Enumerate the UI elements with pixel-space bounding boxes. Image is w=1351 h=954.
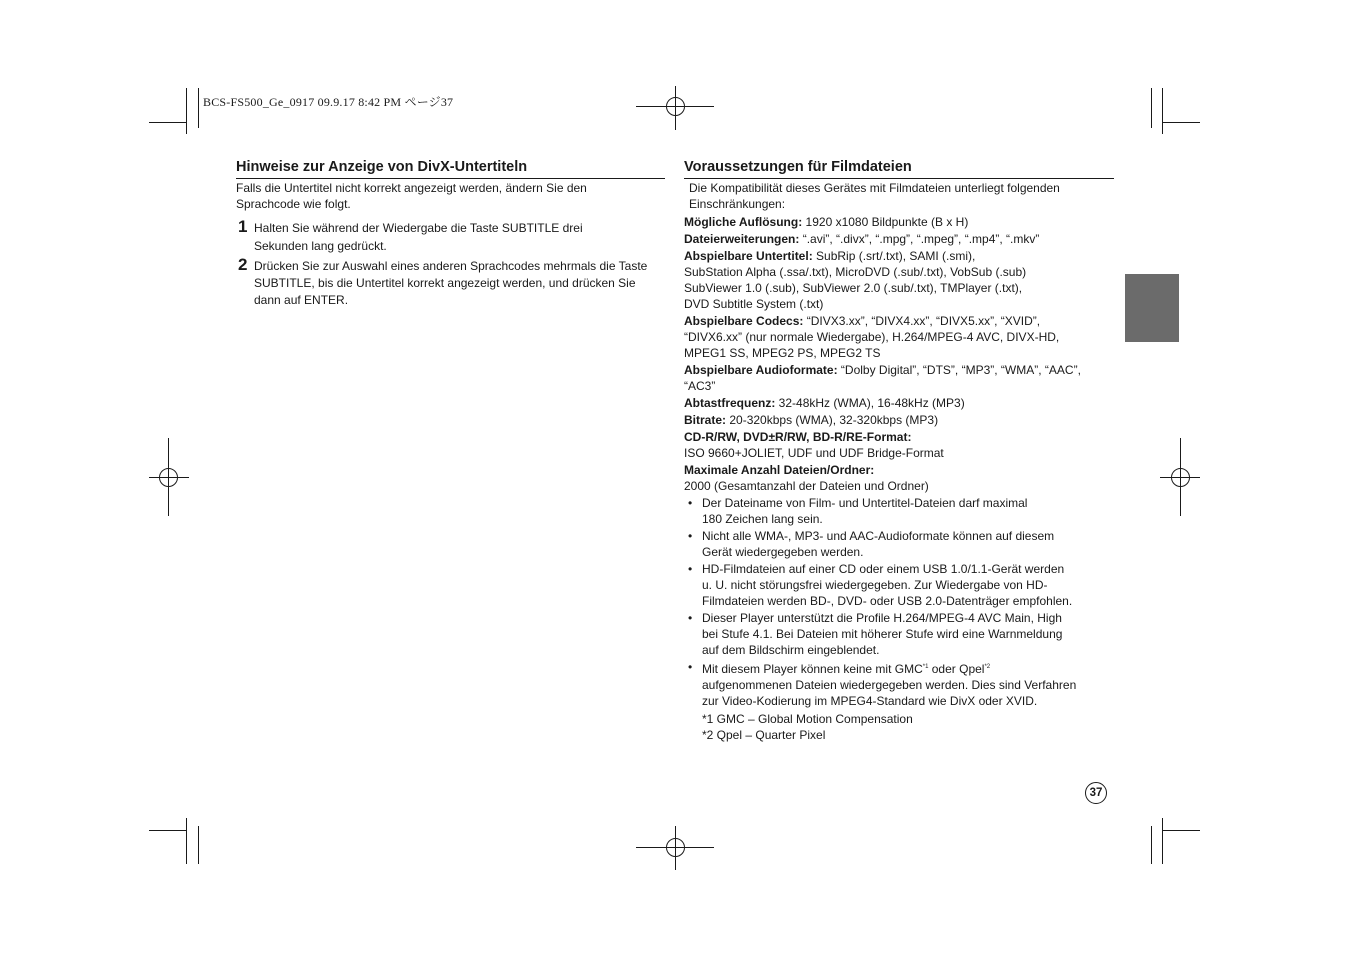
- footnote-1: *1 GMC – Global Motion Compensation: [702, 712, 913, 726]
- bullet-icon: •: [688, 562, 693, 576]
- spec-value: “.avi”, “.divx”, “.mpg”, “.mpeg”, “.mp4”, “.mkv”: [799, 232, 1040, 246]
- bullet-item: • HD-Filmdateien auf einer CD oder einem USB 1.0/1.1-Gerät werden u. U. nicht störungsfrei wiedergegeben. Zur Wiedergabe von HD- Filmdateien werden BD-, DVD- oder USB 2.0-Datenträger empfohlen.: [688, 562, 1073, 608]
- spec-value: “DIVX3.xx”, “DIVX4.xx”, “DIVX5.xx”, “XVID”,: [803, 314, 1041, 328]
- bullet-icon: •: [688, 660, 693, 674]
- bullet-item: • Der Dateiname von Film- und Untertitel-Dateien darf maximal 180 Zeichen lang sein.: [688, 496, 1028, 526]
- spec-resolution: [684, 214, 1116, 230]
- spec-label: Bitrate:: [684, 413, 727, 427]
- spec-value: 20-320kbps (WMA), 32-320kbps (MP3): [726, 413, 939, 427]
- spec-value: 32-48kHz (WMA), 16-48kHz (MP3): [775, 396, 965, 410]
- spec-label: Abspielbare Untertitel:: [684, 249, 813, 263]
- spec-value: 1920 x1080 Bildpunkte (B x H): [802, 215, 969, 229]
- spec-value: “Dolby Digital”, “DTS”, “MP3”, “WMA”, “AAC”,: [837, 363, 1081, 377]
- footnotes: [684, 711, 1116, 743]
- print-header: BCS-FS500_Ge_0917 09.9.17 8:42 PM ページ37: [203, 95, 454, 109]
- spec-max-files: [684, 462, 1116, 494]
- spec-value-line: “AC3”: [684, 379, 716, 393]
- spec-disc-format: [684, 429, 1116, 461]
- footnote-ref-2: *2: [984, 664, 991, 670]
- bullet-item: • Mit diesem Player können keine mit GMC$^{*1}$ oder Qpel$^{*2}$ aufgenommenen Dateien wiedergegeben werden. Dies sind Verfahren zur Video-Kodierung im MPEG4-Standard wie DivX oder XVID.: [688, 660, 1077, 708]
- bullet-icon: •: [688, 611, 693, 625]
- spec-subtitles: [684, 248, 1116, 312]
- spec-list: [684, 214, 1116, 743]
- spec-audio-formats: [684, 362, 1116, 394]
- spec-value-line: 2000 (Gesamtanzahl der Dateien und Ordner): [684, 479, 929, 493]
- spec-value: SubRip (.srt/.txt), SAMI (.smi),: [812, 249, 976, 263]
- spec-extensions: [684, 231, 1116, 247]
- bullet-icon: •: [688, 529, 693, 543]
- spec-value-line: SubStation Alpha (.ssa/.txt), MicroDVD (.sub/.txt), VobSub (.sub): [684, 265, 1027, 279]
- step-number-2: 2: [238, 255, 248, 274]
- section-heading-film-requirements: Voraussetzungen für Filmdateien: [684, 158, 1114, 179]
- spec-label: Abspielbare Codecs:: [684, 314, 804, 328]
- bullet-item: • Nicht alle WMA-, MP3- und AAC-Audioformate können auf diesem Gerät wiedergegeben werden.: [688, 529, 1055, 559]
- step-text-2: Drücken Sie zur Auswahl eines anderen Sprachcodes mehrmals die Taste SUBTITLE, bis die Untertitel korrekt angezeigt werden, und drücken Sie dann auf ENTER.: [254, 259, 648, 307]
- spec-label: Dateierweiterungen:: [684, 232, 800, 246]
- chapter-tab: [1125, 274, 1179, 342]
- spec-bitrate: [684, 412, 1116, 428]
- spec-value-line: SubViewer 1.0 (.sub), SubViewer 2.0 (.sub/.txt), TMPlayer (.txt),: [684, 281, 1023, 295]
- spec-label: Mögliche Auflösung:: [684, 215, 803, 229]
- step-number-1: 1: [238, 217, 248, 236]
- spec-sample-rate: [684, 395, 1116, 411]
- spec-codecs: [684, 313, 1116, 361]
- bullet-icon: •: [688, 496, 693, 510]
- footnote-2: *2 Qpel – Quarter Pixel: [702, 728, 826, 742]
- bullet-item: • Dieser Player unterstützt die Profile H.264/MPEG-4 AVC Main, High bei Stufe 4.1. Bei Dateien mit höherer Stufe wird eine Warnmeldung auf dem Bildschirm eingeblendet.: [688, 611, 1063, 657]
- spec-label: CD-R/RW, DVD±R/RW, BD-R/RE-Format:: [684, 430, 912, 444]
- notes-bullet-list: [684, 495, 1116, 709]
- spec-label: Maximale Anzahl Dateien/Ordner:: [684, 463, 875, 477]
- spec-value-line: “DIVX6.xx” (nur normale Wiedergabe), H.264/MPEG-4 AVC, DIVX-HD,: [684, 330, 1060, 344]
- section-heading-divx-subtitles: Hinweise zur Anzeige von DivX-Untertiteln: [236, 158, 665, 179]
- spec-value-line: MPEG1 SS, MPEG2 PS, MPEG2 TS: [684, 346, 881, 360]
- spec-label: Abspielbare Audioformate:: [684, 363, 838, 377]
- page-number: 37: [1085, 782, 1107, 804]
- spec-value-line: DVD Subtitle System (.txt): [684, 297, 824, 311]
- spec-value-line: ISO 9660+JOLIET, UDF und UDF Bridge-Format: [684, 446, 944, 460]
- divx-intro-text: Falls die Untertitel nicht korrekt angezeigt werden, ändern Sie den Sprachcode wie folgt.: [236, 181, 587, 211]
- footnote-ref-1: *1: [922, 664, 929, 670]
- spec-label: Abtastfrequenz:: [684, 396, 776, 410]
- step-text-1: Halten Sie während der Wiedergabe die Taste SUBTITLE drei Sekunden lang gedrückt.: [254, 221, 583, 253]
- film-intro-text: Die Kompatibilität dieses Gerätes mit Filmdateien unterliegt folgenden Einschränkungen:: [689, 181, 1060, 211]
